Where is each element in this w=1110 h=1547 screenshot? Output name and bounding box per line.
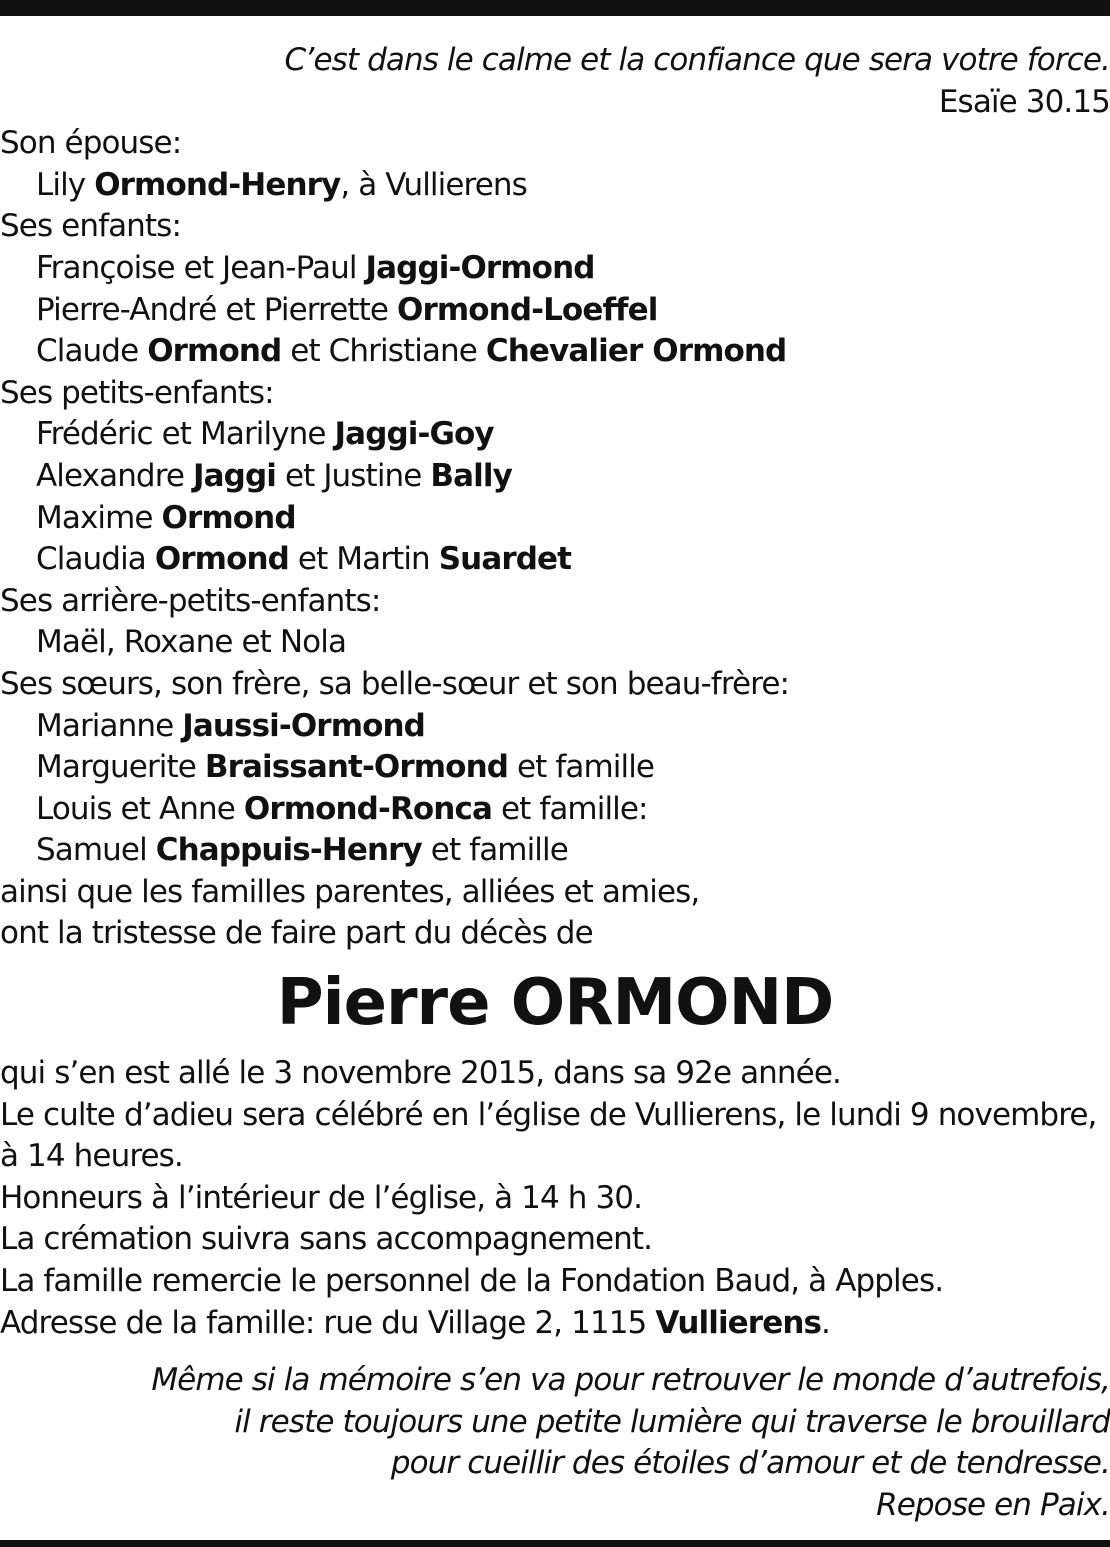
closing-poem	[0, 1360, 1110, 1526]
family-member-line: Françoise et Jean-Paul Jaggi-Ormond	[36, 249, 595, 286]
family-member-line: Maxime Ormond	[36, 499, 296, 536]
top-rule	[0, 0, 1110, 16]
poem-line: Repose en Paix.	[876, 1487, 1110, 1523]
epigraph-reference: Esaïe 30.15	[938, 83, 1110, 120]
deceased-name: Pierre ORMOND	[276, 966, 834, 1041]
family-member-line: Claudia Ormond et Martin Suardet	[36, 541, 572, 578]
family-member-line: Alexandre Jaggi et Justine Bally	[36, 457, 512, 494]
closing-line: ont la tristesse de faire part du décès de	[0, 915, 593, 952]
details-line: La crémation suivra sans accompagnement.	[0, 1221, 653, 1258]
family-member-line: Claude Ormond et Christiane Chevalier Ormond	[36, 333, 787, 370]
closing-line: ainsi que les familles parentes, alliées et amies,	[0, 873, 700, 910]
obituary-notice	[0, 40, 1110, 1527]
family-member-line: Frédéric et Marilyne Jaggi-Goy	[36, 416, 494, 453]
family-member-line: Marguerite Braissant-Ormond et famille	[36, 749, 655, 786]
family-member-line: Louis et Anne Ormond-Ronca et famille:	[36, 790, 648, 827]
details-line: à 14 heures.	[0, 1138, 183, 1175]
bottom-rule	[0, 1540, 1110, 1547]
grandchildren-heading: Ses petits-enfants:	[0, 374, 274, 411]
family-address: Adresse de la famille: rue du Village 2, 1115 Vullierens.	[0, 1304, 831, 1341]
details-line: Honneurs à l’intérieur de l’église, à 14 h 30.	[0, 1179, 643, 1216]
details-line: qui s’en est allé le 3 novembre 2015, dans sa 92e année.	[0, 1055, 841, 1092]
poem-line: il reste toujours une petite lumière qui traverse le brouillard	[234, 1403, 1110, 1440]
family-member-line: Samuel Chappuis-Henry et famille	[36, 832, 568, 869]
poem-line: pour cueillir des étoiles d’amour et de tendresse.	[390, 1445, 1110, 1482]
greatgrandchildren-heading: Ses arrière-petits-enfants:	[0, 582, 381, 619]
siblings-heading: Ses sœurs, son frère, sa belle-sœur et son beau-frère:	[0, 665, 790, 702]
family-member-line: Marianne Jaussi-Ormond	[36, 707, 425, 744]
spouse-heading: Son épouse:	[0, 125, 182, 162]
family-member-line: Lily Ormond-Henry, à Vullierens	[36, 166, 527, 203]
family-member-line: Pierre-André et Pierrette Ormond-Loeffel	[36, 291, 658, 328]
details-line: La famille remercie le personnel de la Fondation Baud, à Apples.	[0, 1263, 944, 1300]
children-heading: Ses enfants:	[0, 208, 181, 245]
family-member-line: Maël, Roxane et Nola	[36, 624, 347, 661]
poem-line: Même si la mémoire s’en va pour retrouver le monde d’autrefois,	[151, 1362, 1110, 1399]
details-line: Le culte d’adieu sera célébré en l’église de Vullierens, le lundi 9 novembre,	[0, 1096, 1097, 1133]
epigraph-quote: C’est dans le calme et la confiance que sera votre force.	[284, 42, 1110, 78]
